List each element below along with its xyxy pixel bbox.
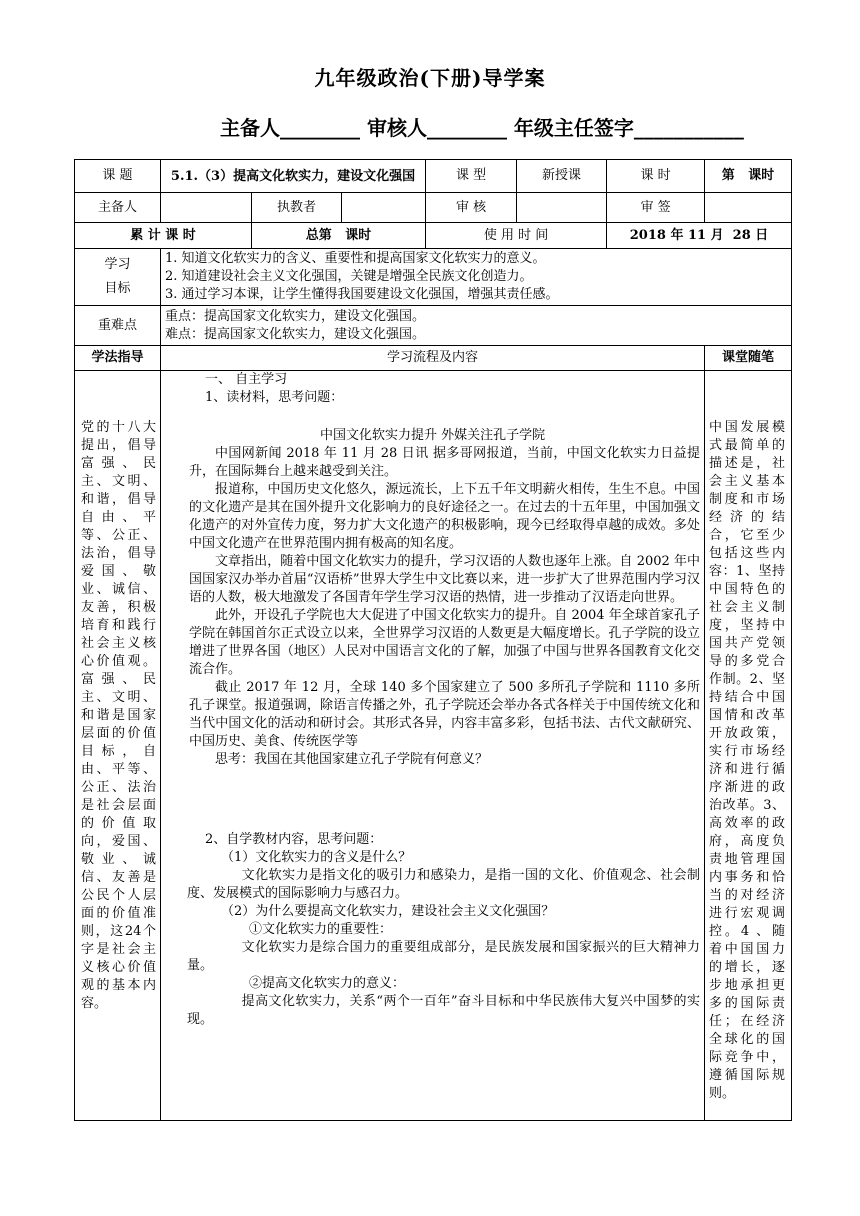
section2-item: 2、自学教材内容，思考问题： [205, 832, 383, 847]
method-header: 学法指导 [75, 346, 161, 371]
sign-label: 审 签 [607, 193, 705, 223]
right-notes: 中国发展模式最简单的描述是，社会主义基本制度和市场经济的结合，它至少包括这些内容：1、坚持中国特色的社会主义制度，坚持中国共产党领导的多党合作制。2、坚持结合中国国情和改革开放政策，实行市场经济和进行循序渐进的政治改革。3、高效率的政府，高度负责地管理国内事务和恰当的对经济进行宏观调控。4 、随着中国国力的增长，逐步地承担更多的国际责任；在经济全球化的国际竞争中，遵循国际规则。 [705, 371, 792, 1121]
article-paragraph: 文章指出，随着中国文化软实力的提升，学习汉语的人数也逐年上涨。自 2002 年中国国家汉办举办首届“汉语桥”世界大学生中文比赛以来，进一步扩大了世界范围内学习汉语的人数，极大地激发了各国青年学生学习汉语的热情，进一步推动了汉语走向世界。 [189, 554, 701, 605]
preparers-line: 主备人________ 审核人________ 年级主任签字___________ [220, 116, 744, 140]
goal-item: 2. 知道建设社会主义文化强国，关键是增强全民族文化创造力。 [165, 269, 533, 284]
difficulty-label: 重难点 [75, 306, 161, 346]
learning-process [161, 371, 705, 1121]
row-time [75, 223, 792, 249]
review-label: 审 核 [426, 193, 517, 223]
goals-label-line1: 学习 [104, 257, 131, 272]
question-2-1: ①文化软实力的重要性： [249, 922, 393, 937]
lesson-plan-table [74, 159, 792, 1121]
question-2-2: ②提高文化软实力的意义： [249, 976, 406, 991]
article-paragraph: 截止 2017 年 12 月，全球 140 多个国家建立了 500 多所孔子学院和 1110 多所孔子课堂。报道强调，除语言传播之外，孔子学院还会举办各式各样关于中国传统文化和当代中国文化的活动和研讨会。其形式各异，内容丰富多彩，包括书法、古代文献研究、中国历史、美食、传统医学等 [189, 680, 701, 749]
answer-1: 文化软实力是指文化的吸引力和感染力，是指一国的文化、价值观念、社会制度、发展模式的国际影响力与感召力。 [187, 868, 701, 901]
row-difficulty [75, 306, 792, 346]
row-main-content [75, 371, 792, 1121]
topic-value: 5.1.（3）提高文化软实力，建设文化强国 [161, 160, 426, 193]
article-paragraph: 中国网新闻 2018 年 11 月 28 日讯 据多哥网报道，当前，中国文化软实力日益提升，在国际舞台上越来越受到关注。 [189, 446, 701, 479]
teacher-value [342, 193, 426, 223]
notes-header: 课堂随笔 [705, 346, 792, 371]
article-paragraph: 报道称，中国历史文化悠久，源远流长，上下五千年文明薪火相传，生生不息。中国的文化遗产是其在国外提升文化影响力的良好途径之一。在过去的十五年里，中国加强文化遗产的对外宣传力度，努力扩大文化遗产的积极影响，现今已经取得卓越的成效。多处中国文化遗产在世界范围内拥有极高的知名度。 [189, 482, 701, 551]
preparer-label: 主备人 [75, 193, 161, 223]
preparer-value [161, 193, 252, 223]
type-label: 课 型 [426, 160, 517, 193]
section1-item: 1、读材料，思考问题： [205, 390, 344, 405]
period-value: 第 课时 [705, 160, 792, 193]
use-time-label: 使 用 时 间 [426, 223, 607, 249]
row-section-headers [75, 346, 792, 371]
topic-label: 课 题 [75, 160, 161, 193]
page-title: 九年级政治(下册)导学案 [314, 66, 546, 90]
answer-2-1: 文化软实力是综合国力的重要组成部分，是民族发展和国家振兴的巨大精神力量。 [187, 940, 701, 973]
question-1: （1）文化软实力的含义是什么？ [221, 850, 412, 865]
goals-label [75, 249, 161, 306]
left-notes: 党的十八大提出，倡导富强、民主、文明、和谐，倡导自由、平等、公正、法治，倡导爱国、敬业、诚信、友善，积极培育和践行社会主义核心价值观。富强、民主、文明、和谐是国家层面的价值目标，自由、平等、公正、法治是社会层面的价值取向，爱国、敬业、诚信、友善是公民个人层面的价值准则，这24个字是社会主义核心价值观的基本内容。 [75, 371, 161, 1121]
section1-heading: 一、 自主学习 [205, 372, 288, 387]
goals-label-line2: 目标 [104, 281, 131, 296]
goals-content [161, 249, 792, 306]
process-header: 学习流程及内容 [161, 346, 705, 371]
hard-point: 难点：提高国家文化软实力，建设文化强国。 [165, 326, 426, 342]
date-value: 2018 年 11 月 28 日 [607, 223, 792, 249]
key-point: 重点：提高国家文化软实力，建设文化强国。 [165, 308, 426, 324]
row-goals [75, 249, 792, 306]
article-title: 中国文化软实力提升 外媒关注孔子学院 [319, 428, 546, 443]
type-value: 新授课 [517, 160, 607, 193]
article-paragraph: 此外，开设孔子学院也大大促进了中国文化软实力的提升。自 2004 年全球首家孔子学院在韩国首尔正式设立以来，全世界学习汉语的人数更是大幅度增长。孔子学院的设立增进了世界各国（地区）人民对中国语言文化的了解，加强了中国与世界各国教育文化交流合作。 [189, 608, 701, 677]
review-value [517, 193, 607, 223]
spacer [165, 769, 700, 831]
think-question: 思考：我国在其他国家建立孔子学院有何意义？ [215, 752, 489, 767]
difficulty-content [161, 306, 792, 346]
cumulative-label: 累 计 课 时 [75, 223, 252, 249]
answer-2-2: 提高文化软实力，关系“两个一百年”奋斗目标和中华民族伟大复兴中国梦的实现。 [187, 994, 701, 1027]
goal-item: 1. 知道文化软实力的含义、重要性和提高国家文化软实力的意义。 [165, 251, 546, 266]
spacer [165, 407, 700, 427]
row-staff [75, 193, 792, 223]
goal-item: 3. 通过学习本课，让学生懂得我国要建设文化强国，增强其责任感。 [165, 287, 559, 302]
sign-value [705, 193, 792, 223]
row-topic [75, 160, 792, 193]
question-2: （2）为什么要提高文化软实力，建设社会主义文化强国？ [221, 904, 555, 919]
period-label: 课 时 [607, 160, 705, 193]
teacher-label: 执教者 [252, 193, 342, 223]
total-periods: 总第 课时 [252, 223, 426, 249]
